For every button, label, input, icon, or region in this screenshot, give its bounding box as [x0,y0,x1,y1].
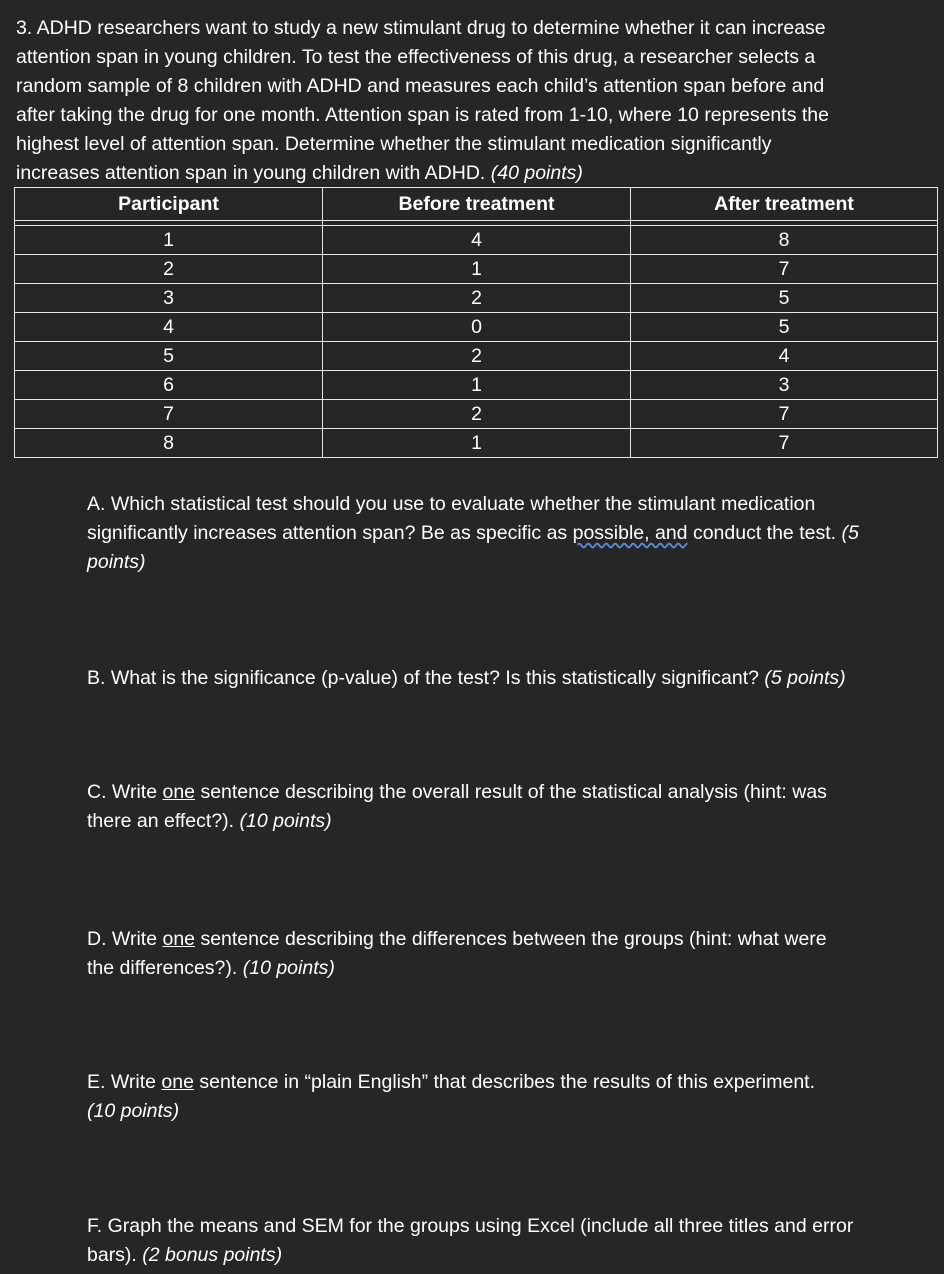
cell-before: 0 [323,313,631,342]
table-row [15,226,938,255]
cell-after: 7 [631,255,938,284]
question-b-points: (5 points) [764,667,846,689]
cell-before: 1 [323,255,631,284]
question-a-points-cont: points) [87,551,146,573]
intro-line: 3. ADHD researchers want to study a new stimulant drug to determine whether it can increase [16,17,826,39]
cell-participant: 3 [15,284,323,313]
intro-line [16,159,941,188]
emphasis-one: one [161,1071,194,1093]
question-e-points: (10 points) [87,1100,180,1122]
table-row [15,371,938,400]
emphasis-one: one [162,781,196,803]
column-header-after: After treatment [631,188,938,221]
question-f-line [87,1241,942,1270]
problem-intro [16,14,941,188]
emphasis-one: one [162,928,196,950]
cell-after: 3 [631,371,938,400]
cell-before: 1 [323,429,631,458]
question-d-line [87,925,942,954]
question-a-text-end: conduct the test. [687,522,842,544]
spellcheck-underline: possible, and [572,522,688,544]
question-e-text-end: sentence in “plain English” that describes the results of this experiment. [193,1071,816,1093]
cell-after: 8 [631,226,938,255]
intro-line: highest level of attention span. Determine whether the stimulant medication significantly [16,133,772,155]
question-f-text-2: bars). [87,1244,143,1266]
table-row [15,284,938,313]
question-d-points: (10 points) [242,957,335,979]
question-f-line: F. Graph the means and SEM for the groups using Excel (include all three titles and error [87,1215,854,1237]
table-row [15,342,938,371]
question-d-line [87,954,942,983]
cell-before: 2 [323,342,631,371]
cell-participant: 6 [15,371,323,400]
question-b-text: B. What is the significance (p-value) of the test? Is this statistically significant? [87,667,765,689]
question-d-text: D. Write [87,928,163,950]
cell-participant: 8 [15,429,323,458]
column-header-before: Before treatment [323,188,631,221]
question-d-text-end: sentence describing the differences between the groups (hint: what were [195,928,827,950]
question-b [87,664,942,693]
question-c-line [87,807,942,836]
table-row [15,429,938,458]
table-row [15,400,938,429]
intro-line-text: increases attention span in young children with ADHD. [16,162,491,184]
question-e-line [87,1068,942,1097]
cell-participant: 7 [15,400,323,429]
cell-before: 1 [323,371,631,400]
cell-after: 4 [631,342,938,371]
question-f [87,1212,942,1270]
intro-line: random sample of 8 children with ADHD and measures each child’s attention span before and [16,75,825,97]
question-d [87,925,942,983]
intro-points: (40 points) [490,162,583,184]
intro-line: attention span in young children. To test the effectiveness of this drug, a researcher selects a [16,46,816,68]
question-a [87,490,942,577]
cell-after: 5 [631,284,938,313]
intro-line: after taking the drug for one month. Attention span is rated from 1-10, where 10 represents the [16,104,829,126]
cell-before: 4 [323,226,631,255]
cell-after: 7 [631,400,938,429]
table-header-row [15,188,938,221]
question-a-line [87,519,942,548]
cell-participant: 1 [15,226,323,255]
table-row [15,255,938,284]
question-e-text: E. Write [87,1071,162,1093]
question-c [87,778,942,836]
cell-after: 7 [631,429,938,458]
question-f-points: (2 bonus points) [142,1244,283,1266]
cell-participant: 5 [15,342,323,371]
question-a-line: A. Which statistical test should you use to evaluate whether the stimulant medication [87,493,816,515]
question-e-line [87,1097,942,1126]
cell-participant: 4 [15,313,323,342]
table-row [15,313,938,342]
question-c-line [87,778,942,807]
question-c-text: C. Write [87,781,163,803]
cell-before: 2 [323,400,631,429]
question-d-text-2: the differences?). [87,957,243,979]
cell-after: 5 [631,313,938,342]
question-c-points: (10 points) [239,810,332,832]
question-e [87,1068,942,1126]
question-a-line [87,548,942,577]
question-a-text: significantly increases attention span? Be as specific as [87,522,573,544]
data-table [14,187,938,458]
question-a-points: (5 [841,522,859,544]
question-b-line [87,664,942,693]
question-c-text-2: there an effect?). [87,810,240,832]
cell-before: 2 [323,284,631,313]
cell-participant: 2 [15,255,323,284]
question-c-text-end: sentence describing the overall result of the statistical analysis (hint: was [195,781,827,803]
column-header-participant: Participant [15,188,323,221]
